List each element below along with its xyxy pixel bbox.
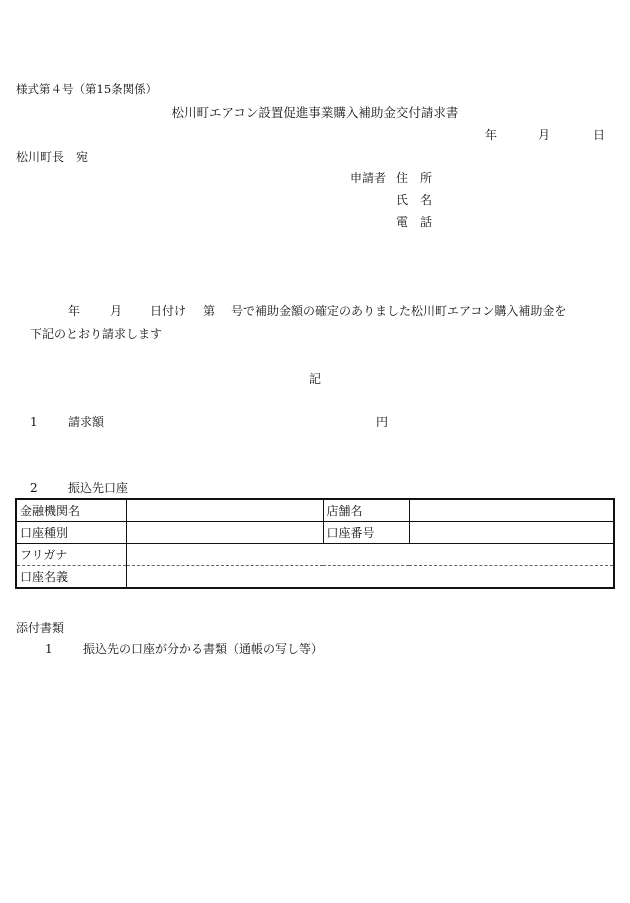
- bank-name-field[interactable]: [126, 499, 323, 522]
- date-day-label: 日: [593, 128, 606, 142]
- body-year: 年: [68, 304, 81, 318]
- body-number-prefix: 第: [203, 304, 216, 318]
- claim-number: 1: [30, 415, 38, 429]
- branch-name-field[interactable]: [409, 499, 614, 522]
- furigana-field[interactable]: [126, 544, 614, 566]
- account-type-field[interactable]: [126, 522, 323, 544]
- account-number-field[interactable]: [409, 522, 614, 544]
- attachment-text: 振込先の口座が分かる書類（通帳の写し等）: [83, 642, 324, 656]
- claim-unit: 円: [376, 415, 389, 429]
- account-number-label: 口座番号: [323, 522, 409, 544]
- account-table: [15, 498, 615, 589]
- transfer-number: 2: [30, 481, 38, 495]
- table-row: [16, 566, 614, 589]
- date-year-label: 年: [485, 128, 498, 142]
- form-number: 様式第４号（第15条関係）: [16, 82, 158, 96]
- addressee: 松川町長 宛: [16, 150, 89, 164]
- account-holder-field[interactable]: [126, 566, 614, 589]
- phone-label: 電 話: [396, 215, 433, 229]
- account-holder-label: 口座名義: [16, 566, 126, 589]
- attachments-heading: 添付書類: [16, 621, 65, 635]
- body-line2: 下記のとおり請求します: [30, 327, 163, 341]
- claim-label: 請求額: [68, 415, 105, 429]
- transfer-label: 振込先口座: [68, 481, 129, 495]
- applicant-prefix: 申請者: [350, 171, 387, 185]
- date-month-label: 月: [538, 128, 551, 142]
- body-date-suffix: 日付け: [150, 304, 187, 318]
- branch-name-label: 店舗名: [323, 499, 409, 522]
- address-label: 住 所: [396, 171, 433, 185]
- name-label: 氏 名: [396, 193, 433, 207]
- furigana-label: フリガナ: [16, 544, 126, 566]
- attachment-number: 1: [45, 642, 53, 656]
- table-row: [16, 544, 614, 566]
- ki-heading: 記: [308, 372, 321, 386]
- table-row: [16, 522, 614, 544]
- bank-name-label: 金融機関名: [16, 499, 126, 522]
- account-type-label: 口座種別: [16, 522, 126, 544]
- body-month: 月: [110, 304, 123, 318]
- document-title: 松川町エアコン設置促進事業購入補助金交付請求書: [171, 105, 459, 120]
- table-row: [16, 499, 614, 522]
- body-rest: 号で補助金額の確定のありました松川町エアコン購入補助金を: [231, 304, 567, 318]
